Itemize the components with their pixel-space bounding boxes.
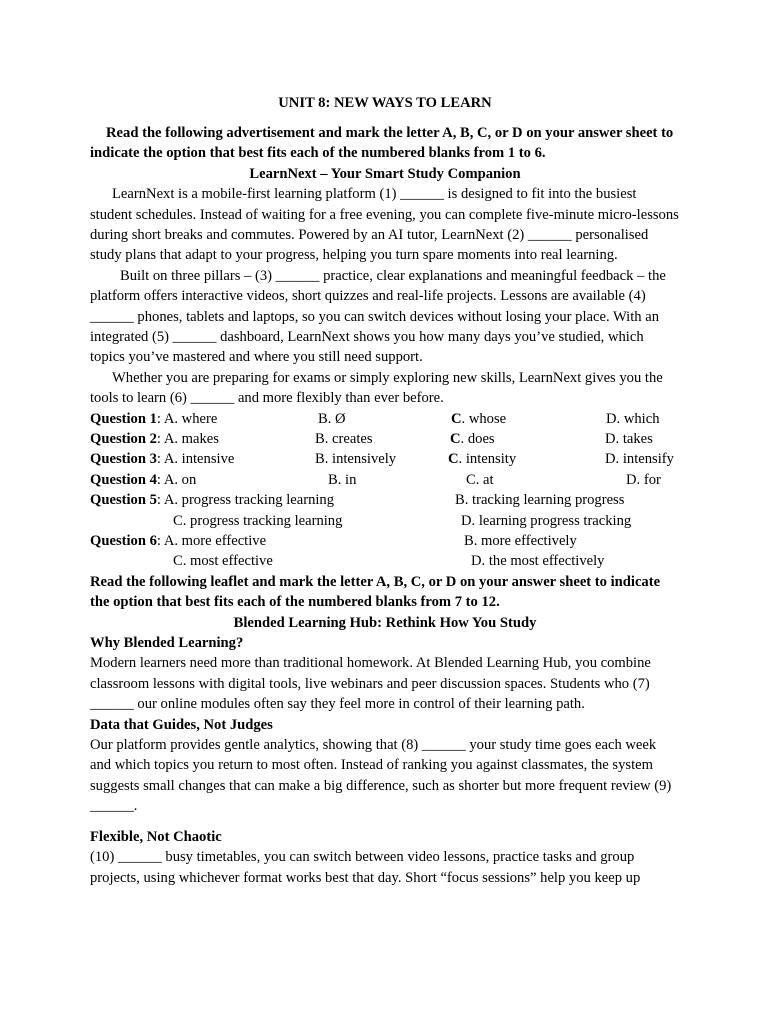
- section2-instruction: Read the following leaflet and mark the letter A, B, C, or D on your answer sheet to indicate the option that best fits each of the numbered blanks from 7 to 12.: [90, 573, 661, 611]
- option-d: D. the most effectively: [471, 553, 605, 570]
- option-c: C. at: [466, 471, 494, 488]
- section1-instruction: Read the following advertisement and mark the letter A, B, C, or D on your answer sheet to indicate the option that best fits each of the numbered blanks from 1 to 6.: [90, 125, 674, 162]
- option-c-letter: C: [448, 451, 459, 468]
- option-b: B. intensively: [315, 451, 397, 468]
- option-d: D. intensify: [605, 451, 674, 468]
- section2-heading-2: Data that Guides, Not Judges: [90, 716, 273, 733]
- section2-paragraph-2: Our platform provides gentle analytics, showing that (8) ______ your study time goes each week and which topics you return to most often. Instead of ranking you against classmates, the system suggests small changes that can make a big difference, such as shorter but more frequent review (9) ______.: [90, 737, 672, 815]
- question-row: Question 3: A. intensive B. intensively C. intensity D. intensify: [90, 449, 680, 469]
- section2-title: Blended Learning Hub: Rethink How You Study: [233, 614, 537, 631]
- option-b: B. creates: [315, 431, 373, 448]
- spacer: [90, 817, 680, 827]
- option-b: B. more effectively: [464, 533, 577, 550]
- option-b: B. tracking learning progress: [455, 492, 625, 509]
- section1-paragraph-3: Whether you are preparing for exams or simply exploring new skills, LearnNext gives you the tools to learn (6) ______ and more flexibly than ever before.: [90, 369, 663, 407]
- option-a: A. intensive: [163, 451, 235, 468]
- question-label: Question 3: [90, 451, 157, 468]
- question-row: Question 2: A. makes B. creates C. does D. takes: [90, 429, 680, 449]
- question-row: Question 1: A. where B. Ø C. whose D. which: [90, 409, 680, 429]
- question-row: Question 5: A. progress tracking learning B. tracking learning progress: [90, 490, 680, 510]
- option-a: A. progress tracking learning: [163, 492, 335, 509]
- option-b: B. Ø: [318, 410, 346, 427]
- option-d: D. which: [606, 410, 660, 427]
- question-label: Question 1: [90, 410, 157, 427]
- option-d: D. for: [626, 471, 661, 488]
- option-a: A. makes: [163, 431, 219, 448]
- section1-paragraph-2: Built on three pillars – (3) ______ practice, clear explanations and meaningful feedback – the platform offers interactive videos, short quizzes and real-life projects. Lessons are available (4) ______ phones, tablets and laptops, so you can switch devices without losing your place. With an integrated (5) ______ dashboard, LearnNext shows you how many days you’ve studied, which topics you’ve mastered and where you still need support.: [90, 267, 666, 366]
- option-a: A. on: [163, 471, 197, 488]
- question-row-continued: [90, 511, 680, 531]
- option-c-letter: C: [451, 410, 462, 427]
- question-label: Question 5: [90, 492, 157, 509]
- option-a: A. where: [163, 410, 218, 427]
- option-d: D. learning progress tracking: [461, 512, 632, 529]
- option-c: C. progress tracking learning: [173, 512, 343, 529]
- section1-paragraph-1: LearnNext is a mobile-first learning platform (1) ______ is designed to fit into the busiest student schedules. Instead of waiting for a free evening, you can complete five-minute micro-lessons during short breaks and commutes. Powered by an AI tutor, LearnNext (2) ______ personalised study plans that adapt to your progress, helping you turn spare moments into real learning.: [90, 186, 679, 264]
- question-row: Question 6: A. more effective B. more effectively: [90, 531, 680, 551]
- question-label: Question 4: [90, 471, 157, 488]
- question-row: Question 4: A. on B. in C. at D. for: [90, 470, 680, 490]
- question-label: Question 6: [90, 533, 157, 550]
- section1: [90, 123, 680, 888]
- option-c: . whose: [461, 410, 507, 427]
- question-label: Question 2: [90, 431, 157, 448]
- section2-heading-3: Flexible, Not Chaotic: [90, 828, 222, 845]
- section2-paragraph-3: (10) ______ busy timetables, you can switch between video lessons, practice tasks and group projects, using whichever format works best that day. Short “focus sessions” help you keep up: [90, 849, 641, 886]
- section1-title: LearnNext – Your Smart Study Companion: [249, 165, 521, 182]
- question-row-continued: [90, 551, 680, 571]
- option-c: . intensity: [458, 451, 517, 468]
- section2-paragraph-1: Modern learners need more than traditional homework. At Blended Learning Hub, you combine classroom lessons with digital tools, live webinars and peer discussion spaces. Students who (7) ______ our online modules often say they feel more in control of their learning path.: [90, 655, 651, 713]
- option-d: D. takes: [605, 431, 653, 448]
- option-b: B. in: [328, 471, 357, 488]
- option-c: . does: [460, 431, 495, 448]
- section2-heading-1: Why Blended Learning?: [90, 635, 244, 652]
- option-a: A. more effective: [163, 533, 267, 550]
- unit-title: UNIT 8: NEW WAYS TO LEARN: [278, 95, 492, 111]
- option-c-letter: C: [450, 431, 461, 448]
- option-c: C. most effective: [173, 553, 273, 570]
